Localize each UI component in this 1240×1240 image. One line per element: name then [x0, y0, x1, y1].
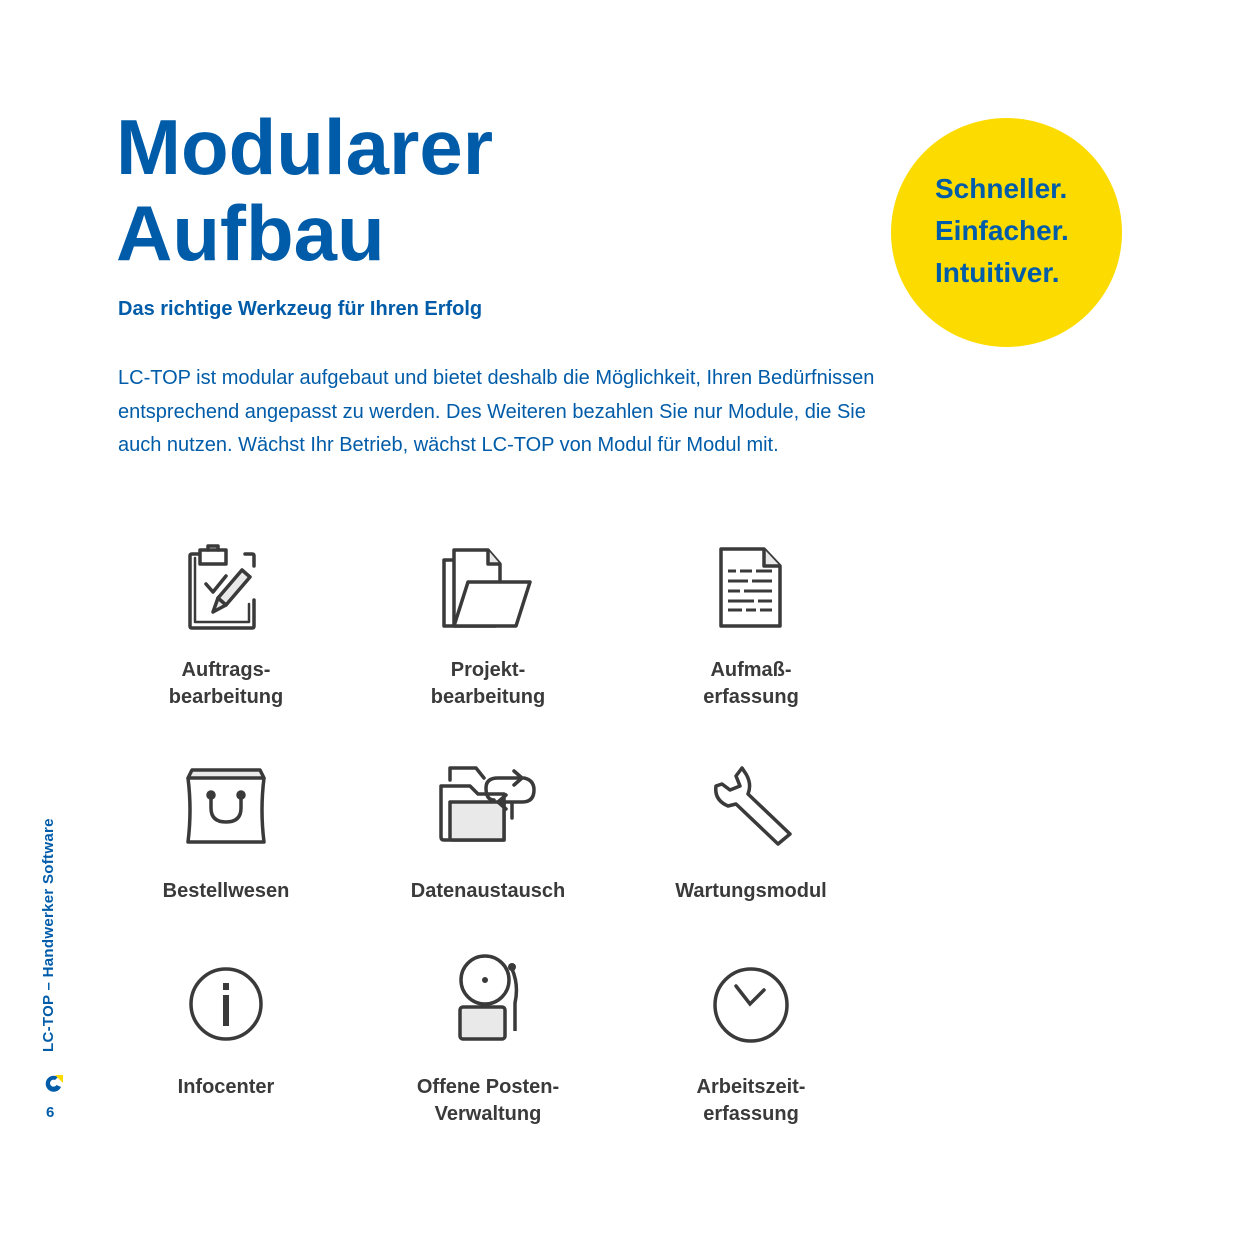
- slogan-line-1: Schneller.: [935, 173, 1068, 204]
- module-label: [368, 1074, 608, 1128]
- module-label: Bestellwesen: [162, 880, 290, 902]
- slogan-badge: [891, 118, 1122, 347]
- intro-paragraph: LC-TOP ist modular aufgebaut und bietet deshalb die Möglichkeit, Ihren Bedürfnissen entsprechend angepasst zu werden. Des Weiteren bezahlen Sie nur Module, die Sie auch nutzen. Wächst Ihr Betrieb, wächst LC-TOP von Modul für Modul mit.: [118, 367, 875, 456]
- label-line: Offene Posten-: [416, 1076, 560, 1098]
- alarm-bell-icon: [455, 955, 525, 1043]
- wrench-icon: [708, 766, 794, 846]
- label-line: erfassung: [703, 686, 799, 708]
- module-label: Wartungsmodul: [675, 880, 827, 902]
- clock-icon: [712, 966, 790, 1044]
- module-label: [368, 657, 608, 711]
- label-line: bearbeitung: [430, 686, 546, 708]
- module-label: Infocenter: [177, 1076, 275, 1098]
- folder-document-icon: [440, 546, 534, 630]
- module-label: [631, 1074, 871, 1128]
- clipboard-check-icon: [186, 544, 266, 632]
- page-title: [116, 104, 493, 276]
- module-label: [106, 657, 346, 711]
- slogan-line-2: Einfacher.: [935, 215, 1069, 246]
- subtitle: Das richtige Werkzeug für Ihren Erfolg: [118, 298, 483, 320]
- title-line-1: Modularer: [116, 103, 494, 191]
- slogan-line-3: Intuitiver.: [935, 257, 1060, 288]
- module-label: [631, 657, 871, 711]
- folder-exchange-icon: [438, 766, 538, 846]
- sidebar-brand-text: LC-TOP – Handwerker Software: [40, 818, 57, 1052]
- module-label: Datenaustausch: [410, 880, 566, 902]
- shopping-bag-icon: [186, 766, 266, 846]
- label-line: bearbeitung: [168, 686, 284, 708]
- label-line: Projekt-: [450, 659, 526, 681]
- document-lines-icon: [718, 546, 784, 630]
- label-line: Arbeitszeit-: [696, 1076, 806, 1098]
- info-icon: [188, 966, 264, 1042]
- page-number: 6: [46, 1104, 55, 1121]
- label-line: Verwaltung: [434, 1103, 542, 1125]
- label-line: erfassung: [703, 1103, 799, 1125]
- slogan-text: [935, 168, 1069, 294]
- title-line-2: Aufbau: [116, 189, 385, 277]
- label-line: Aufmaß-: [710, 659, 792, 681]
- lc-top-logo-icon: [44, 1073, 64, 1093]
- label-line: Auftrags-: [181, 659, 271, 681]
